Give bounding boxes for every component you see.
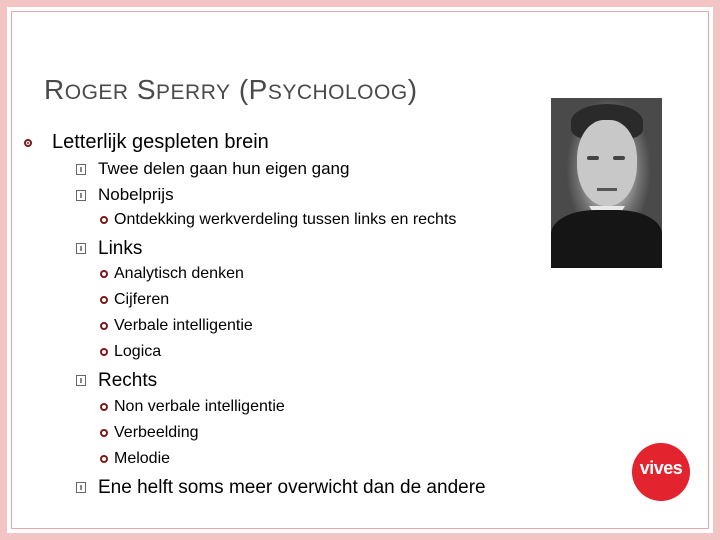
portrait-photo (551, 98, 662, 268)
circle-bullet-icon (24, 139, 32, 147)
box-bullet-icon (76, 164, 86, 175)
bullet-level2: Verbale intelligentie (100, 317, 253, 335)
bullet-level2: Analytisch denken (100, 265, 244, 283)
bullet-level1: Twee delen gaan hun eigen gang (76, 159, 349, 179)
box-bullet-icon (76, 243, 86, 254)
circle-bullet-icon (100, 270, 108, 278)
circle-bullet-icon (100, 216, 108, 224)
bullet-level1: Ene helft soms meer overwicht dan de andere (76, 477, 486, 499)
bullet-level2: Verbeelding (100, 424, 199, 442)
circle-bullet-icon (100, 429, 108, 437)
bullet-level1: Links (76, 238, 142, 260)
box-bullet-icon (76, 375, 86, 386)
circle-bullet-icon (100, 403, 108, 411)
bullet-level2: Logica (100, 343, 161, 361)
bullet-level1: Nobelprijs (76, 185, 174, 205)
circle-bullet-icon (100, 322, 108, 330)
circle-bullet-icon (100, 455, 108, 463)
slide-title: ROGER SPERRY (PSYCHOLOOG) (44, 74, 418, 105)
bullet-level2: Ontdekking werkverdeling tussen links en rechts (100, 211, 456, 229)
box-bullet-icon (76, 482, 86, 493)
circle-bullet-icon (100, 348, 108, 356)
bullet-level2: Cijferen (100, 291, 169, 309)
circle-bullet-icon (100, 296, 108, 304)
bullet-level2: Melodie (100, 450, 170, 468)
bullet-level1: Rechts (76, 370, 157, 392)
vives-logo: vives (632, 443, 690, 501)
box-bullet-icon (76, 190, 86, 201)
bullet-level0: Letterlijk gespleten brein (24, 131, 269, 154)
bullet-level2: Non verbale intelligentie (100, 398, 285, 416)
